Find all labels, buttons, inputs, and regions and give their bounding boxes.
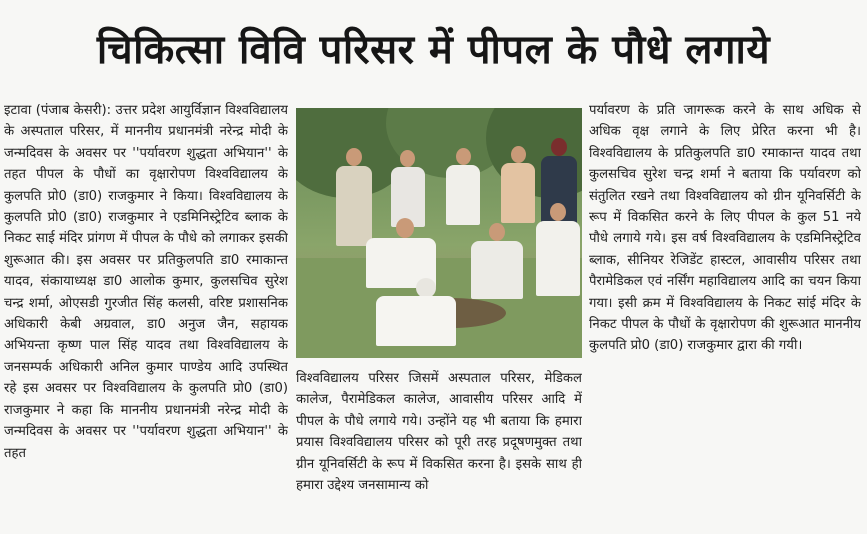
article-column-middle (296, 368, 582, 520)
article-column-right (589, 100, 861, 520)
article-column-left (4, 100, 288, 520)
plantation-photo (296, 108, 582, 358)
article-text-left: इटावा (पंजाब केसरी): उत्तर प्रदेश आयुर्विज्ञान विश्वविद्यालय के अस्पताल परिसर, में माननीय प्रधानमंत्री नरेन्द्र मोदी के जन्मदिवस के अवसर पर ''पर्यावरण शुद्धता अभियान'' के तहत पीपल के पौधों का वृक्षारोपण विश्वविद्यालय के कुलपति प्रो0 (डा0) राजकुमार ने किया। विश्वविद्यालय के कुलपति प्रो0 (डा0) राजकुमार ने एडमिनिस्ट्रेटिव ब्लाक के निकट साई मंदिर प्रांगण में पीपल के पौधे को लगाकर इसकी शुरूआत की। इस अवसर पर प्रतिकुलपति डा0 रमाकान्त यादव, संकायाध्यक्ष डा0 आलोक कुमार, कुलसचिव सुरेश चन्द्र शर्मा, ओएसडी गुरजीत सिंह कलसी, वरिष्ट प्रशासनिक अधिकारी केबी अग्रवाल, डा0 अनुज जैन, सहायक अभियन्ता कृष्ण पाल सिंह यादव तथा विश्वविद्यालय के जनसम्पर्क अधिकारी अनिल कुमार पाण्डेय आदि उपस्थित रहे इस अवसर पर विश्वविद्यालय के कुलपति प्रो0 (डा0) राजकुमार ने कहा कि माननीय प्रधानमंत्री नरेन्द्र मोदी के जन्मदिवस के अवसर पर ''पर्यावरण शुद्धता अभियान'' के तहत (4, 103, 288, 461)
article-text-right: पर्यावरण के प्रति जागरूक करने के साथ अधिक से अधिक वृक्ष लगाने के लिए प्रेरित करना भी है।विश्वविद्यालय के प्रतिकुलपति डा0 रमाकान्त यादव तथा कुलसचिव सुरेश चन्द्र शर्मा ने बताया कि पर्यावरण को संतुलित रखने तथा विश्वविद्यालय को ग्रीन यूनिवर्सिटी के रूप में विकसित करने के लिए पीपल के कुल 51 नये पौधे लगाये गये। इस वर्ष विश्वविद्यालय के एडमिनिस्ट्रेटिव ब्लाक, सीनियर रेजिडेंट हास्टल, आवासीय परिसर तथा पैरामेडिकल एवं नर्सिंग महाविद्यालय आदि का चयन किया गया। इसी क्रम में विश्वविद्यालय के निकट सांई मंदिर के निकट पीपल के पौधों के वृक्षारोपण की शुरूआत माननीय कुलपति प्रो0 (डा0) राजकुमार द्वारा की गयी। (589, 103, 861, 354)
article-text-middle: विश्वविद्यालय परिसर जिसमें अस्पताल परिसर, मेडिकल कालेज, पैरामेडिकल कालेज, आवासीय परिसर आदि में पीपल के पौधे लगाये गये। उन्होंने यह भी बताया कि हमारा प्रयास विश्वविद्यालय परिसर को पूरी तरह प्रदूषणमुक्त तथा ग्रीन यूनिवर्सिटी के रूप में विकसित करना है। इसके साथ ही हमारा उद्देश्य जनसामान्य को (296, 371, 582, 494)
headline: चिकित्सा विवि परिसर में पीपल के पौधे लगाये (96, 26, 771, 73)
